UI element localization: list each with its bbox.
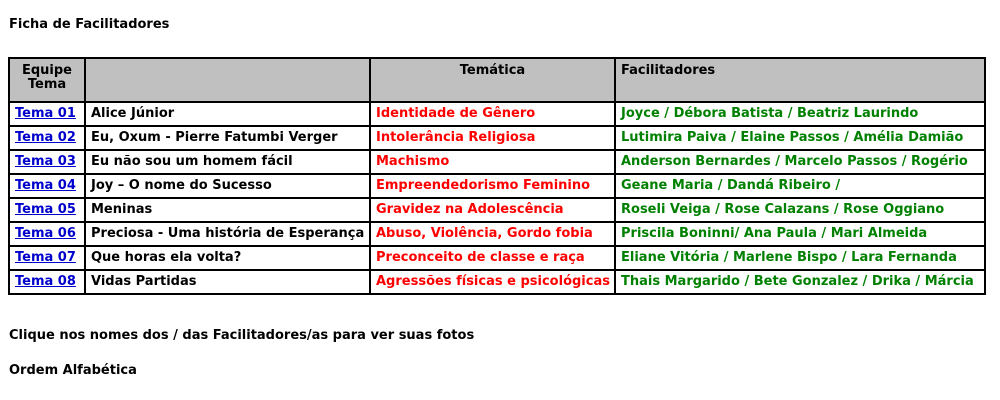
film-cell: Eu, Oxum - Pierre Fatumbi Verger bbox=[85, 126, 370, 150]
tema-cell bbox=[9, 174, 85, 198]
tematica-cell: Preconceito de classe e raça bbox=[370, 246, 615, 270]
table-row bbox=[9, 270, 985, 294]
tematica-cell: Empreendedorismo Feminino bbox=[370, 174, 615, 198]
tema-cell bbox=[9, 150, 85, 174]
facilitadores-cell[interactable]: Joyce / Débora Batista / Beatriz Laurindo bbox=[615, 102, 985, 126]
table-header-row bbox=[9, 58, 985, 102]
facilitadores-cell[interactable]: Geane Maria / Dandá Ribeiro / bbox=[615, 174, 985, 198]
film-cell: Meninas bbox=[85, 198, 370, 222]
table-row bbox=[9, 198, 985, 222]
film-cell: Vidas Partidas bbox=[85, 270, 370, 294]
tema-cell bbox=[9, 246, 85, 270]
tematica-cell: Intolerância Religiosa bbox=[370, 126, 615, 150]
table-row bbox=[9, 222, 985, 246]
facilitadores-cell[interactable]: Eliane Vitória / Marlene Bispo / Lara Fernanda bbox=[615, 246, 985, 270]
film-cell: Eu não sou um homem fácil bbox=[85, 150, 370, 174]
tematica-cell: Machismo bbox=[370, 150, 615, 174]
table-row bbox=[9, 126, 985, 150]
ordem-alfabetica-label: Ordem Alfabética bbox=[9, 363, 137, 378]
header-tematica: Temática bbox=[370, 58, 615, 102]
tema-cell bbox=[9, 270, 85, 294]
tema-link[interactable]: Tema 04 bbox=[15, 178, 76, 193]
facilitadores-cell[interactable]: Roseli Veiga / Rose Calazans / Rose Oggiano bbox=[615, 198, 985, 222]
tema-cell bbox=[9, 102, 85, 126]
tema-link[interactable]: Tema 02 bbox=[15, 130, 76, 145]
film-cell: Preciosa - Uma história de Esperança bbox=[85, 222, 370, 246]
tema-link[interactable]: Tema 05 bbox=[15, 202, 76, 217]
header-equipe-tema bbox=[9, 58, 85, 102]
tematica-cell: Gravidez na Adolescência bbox=[370, 198, 615, 222]
facilitadores-cell[interactable]: Anderson Bernardes / Marcelo Passos / Rogério bbox=[615, 150, 985, 174]
tema-link[interactable]: Tema 06 bbox=[15, 226, 76, 241]
tema-link[interactable]: Tema 03 bbox=[15, 154, 76, 169]
click-instruction: Clique nos nomes dos / das Facilitadores/as para ver suas fotos bbox=[9, 328, 475, 343]
tema-link[interactable]: Tema 01 bbox=[15, 106, 76, 121]
table-body bbox=[9, 102, 985, 294]
table-row bbox=[9, 150, 985, 174]
tematica-cell: Identidade de Gênero bbox=[370, 102, 615, 126]
table-row bbox=[9, 246, 985, 270]
facilitadores-cell[interactable]: Thais Margarido / Bete Gonzalez / Drika / Márcia bbox=[615, 270, 985, 294]
header-film bbox=[85, 58, 370, 102]
tema-cell bbox=[9, 126, 85, 150]
header-facilitadores: Facilitadores bbox=[615, 58, 985, 102]
film-cell: Alice Júnior bbox=[85, 102, 370, 126]
tema-link[interactable]: Tema 07 bbox=[15, 250, 76, 265]
facilitadores-cell[interactable]: Priscila Boninni/ Ana Paula / Mari Almeida bbox=[615, 222, 985, 246]
page-title: Ficha de Facilitadores bbox=[9, 17, 170, 32]
tema-cell bbox=[9, 222, 85, 246]
header-tema-label: Tema bbox=[27, 77, 67, 92]
facilitadores-cell[interactable]: Lutimira Paiva / Elaine Passos / Amélia Damião bbox=[615, 126, 985, 150]
table-row bbox=[9, 102, 985, 126]
table-row bbox=[9, 174, 985, 198]
facilitators-table bbox=[8, 57, 986, 295]
film-cell: Joy – O nome do Sucesso bbox=[85, 174, 370, 198]
tema-cell bbox=[9, 198, 85, 222]
tematica-cell: Agressões físicas e psicológicas bbox=[370, 270, 615, 294]
tema-link[interactable]: Tema 08 bbox=[15, 274, 76, 289]
film-cell: Que horas ela volta? bbox=[85, 246, 370, 270]
tematica-cell: Abuso, Violência, Gordo fobia bbox=[370, 222, 615, 246]
header-equipe-label: Equipe bbox=[21, 63, 73, 78]
